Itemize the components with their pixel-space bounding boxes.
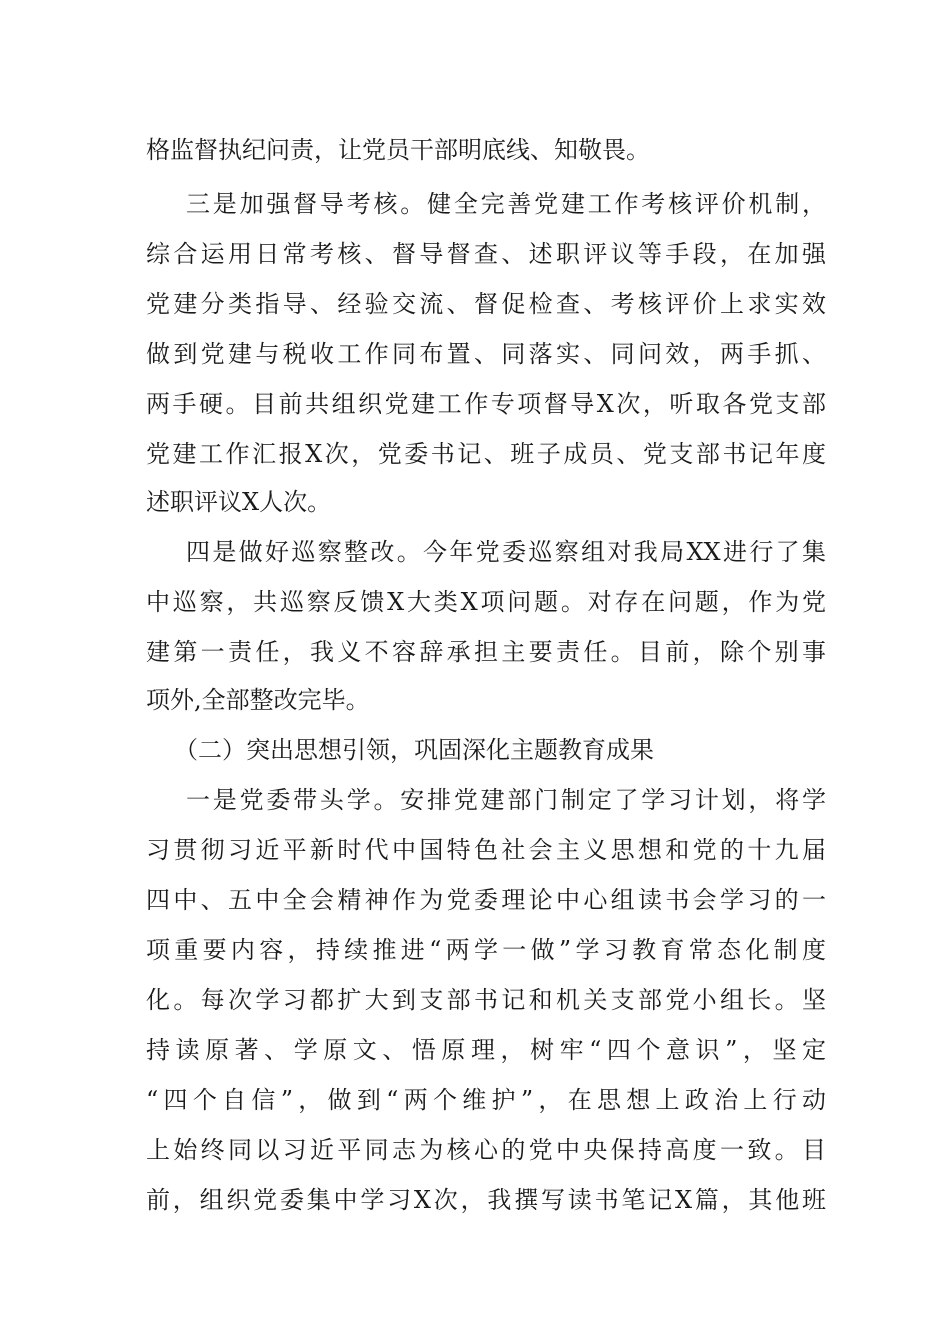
text-line-21: 上始终同以习近平同志为核心的党中央保持高度一致。目 [146,1136,826,1164]
text-line-20: “四个自信”，做到“两个维护”，在思想上政治上行动 [146,1086,826,1114]
text-line-5: 做到党建与税收工作同布置、同落实、同问效，两手抓、 [146,340,826,368]
text-line-9: 四是做好巡察整改。今年党委巡察组对我局XX进行了集 [186,538,826,566]
text-line-15: 习贯彻习近平新时代中国特色社会主义思想和党的十九届 [146,836,826,864]
text-line-4: 党建分类指导、经验交流、督促检查、考核评价上求实效 [146,290,826,318]
text-line-18: 化。每次学习都扩大到支部书记和机关支部党小组长。坚 [146,986,826,1014]
text-line-7: 党建工作汇报X次，党委书记、班子成员、党支部书记年度 [146,440,826,468]
text-line-10: 中巡察，共巡察反馈X大类X项问题。对存在问题，作为党 [146,588,826,616]
text-line-19: 持读原著、学原文、悟原理，树牢“四个意识”，坚定 [146,1036,826,1064]
text-line-11: 建第一责任，我义不容辞承担主要责任。目前，除个别事 [146,638,826,666]
text-line-17: 项重要内容，持续推进“两学一做”学习教育常态化制度 [146,936,826,964]
text-line-1: 格监督执纪问责，让党员干部明底线、知敬畏。 [146,136,650,164]
text-line-3: 综合运用日常考核、督导督查、述职评议等手段，在加强 [146,240,826,268]
text-line-22: 前，组织党委集中学习X次，我撰写读书笔记X篇，其他班 [146,1186,826,1214]
text-line-16: 四中、五中全会精神作为党委理论中心组读书会学习的一 [146,886,826,914]
text-line-2: 三是加强督导考核。健全完善党建工作考核评价机制， [186,190,826,218]
text-line-8: 述职评议X人次。 [146,488,332,516]
text-line-12: 项外,全部整改完毕。 [146,686,370,714]
text-line-6: 两手硬。目前共组织党建工作专项督导X次，听取各党支部 [146,390,826,418]
text-line-14: 一是党委带头学。安排党建部门制定了学习计划，将学 [186,786,826,814]
section-heading: （二）突出思想引领，巩固深化主题教育成果 [174,736,654,764]
